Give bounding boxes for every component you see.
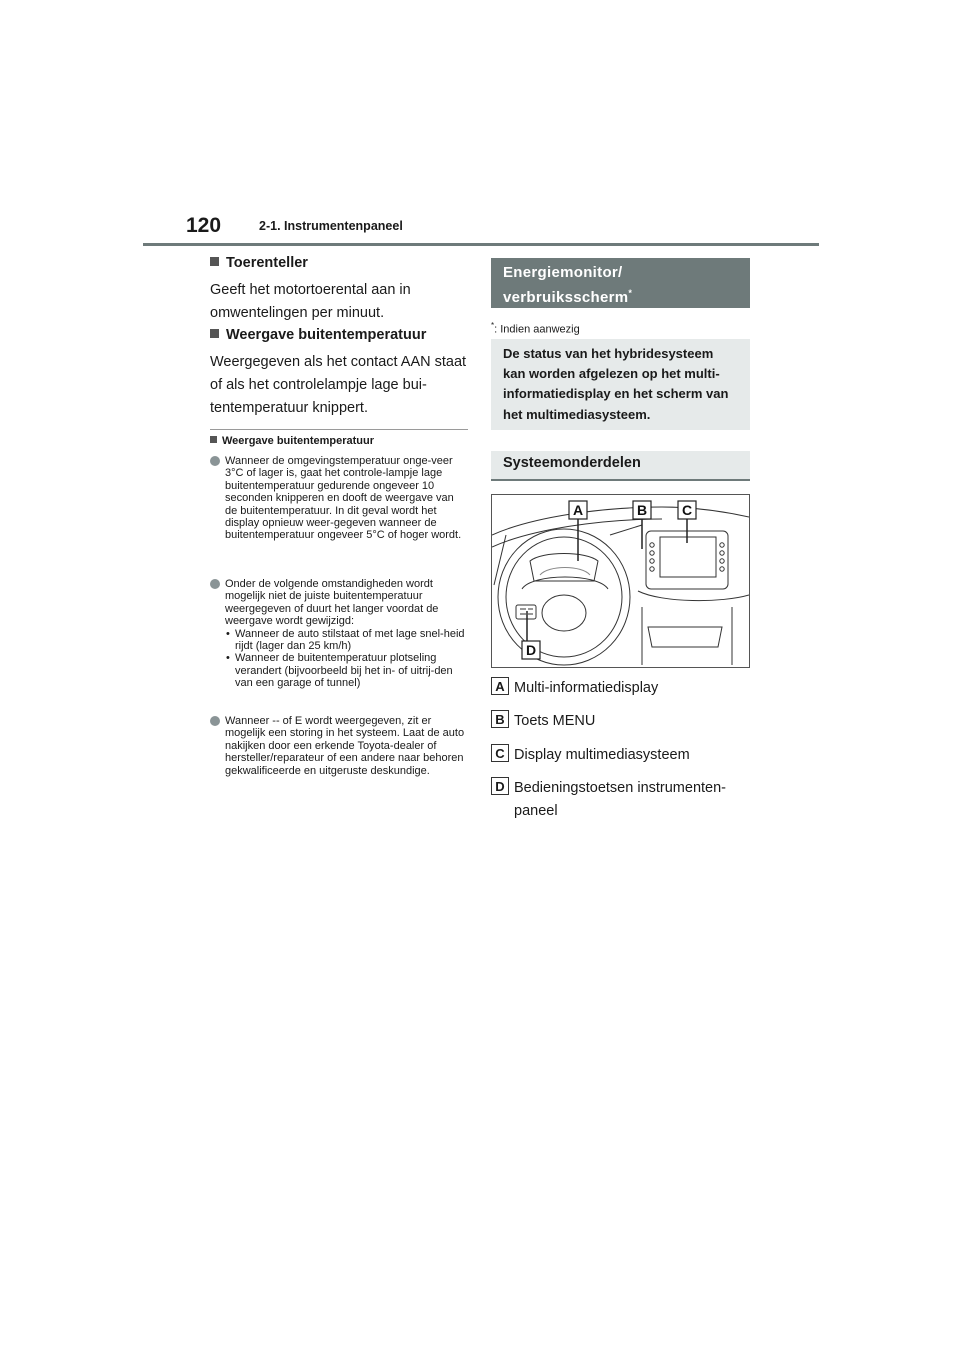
heading-line: Energiemonitor/ [503, 264, 623, 281]
legend-item-d-continued: paneel [514, 803, 558, 819]
section-heading-toerenteller [210, 255, 468, 271]
square-bullet-icon [210, 257, 219, 266]
footnote-marker: * [491, 321, 495, 330]
note-text: Wanneer -- of E wordt weergegeven, zit er mogelijk een storing in het systeem. Laat de auto nakijken door een erkende Toyota-dealer of hersteller/reparateur of een andere naar behoren gekwalificeerde en uitgeruste deskundige. [225, 715, 465, 777]
label-a: A [572, 502, 584, 518]
footnote-text: : Indien aanwezig [494, 323, 580, 336]
legend-item-a [491, 679, 658, 697]
legend-badge: C [491, 744, 509, 762]
legend-badge: D [491, 777, 509, 795]
section-heading-buitentemperatuur [210, 327, 468, 343]
legend-text: Toets MENU [514, 712, 596, 729]
header-rule [143, 243, 819, 246]
section-body-toerenteller: Geeft het motortoerental aan in omwentelingen per minuut. [210, 282, 411, 321]
circle-bullet-icon [210, 716, 220, 726]
legend-badge: B [491, 710, 509, 728]
legend-text: Bedieningstoetsen instrumenten- [514, 779, 726, 796]
legend-item-d [491, 779, 726, 797]
section-title: Toerenteller [226, 255, 308, 271]
dashboard-drawing [492, 495, 749, 667]
label-d: D [525, 642, 537, 658]
note-item-2 [210, 578, 468, 690]
note-subitem: • Wanneer de buitentemperatuur plotseling verandert (bijvoorbeeld bij het in- of uitrij-den van een garage of tunnel) [210, 652, 468, 689]
legend-text: Display multimediasysteem [514, 746, 690, 763]
label-b: B [636, 502, 648, 518]
section-body-buitentemperatuur: Weergegeven als het contact AAN staat of als het controlelampje lage bui-tentemperatuur knippert. [210, 354, 467, 416]
label-c: C [681, 502, 693, 518]
system-components-heading: Systeemonderdelen [491, 451, 750, 481]
section-title: Weergave buitentemperatuur [226, 327, 427, 343]
note-item-1 [210, 455, 468, 542]
legend-badge: A [491, 677, 509, 695]
note-text: Onder de volgende omstandigheden wordt mogelijk niet de juiste buitentemperatuur weergegeven of duurt het langer voordat de weergave wordt gewijzigd: [225, 578, 439, 628]
energy-monitor-heading [491, 258, 750, 308]
note-item-3 [210, 715, 468, 777]
legend-item-c [491, 746, 690, 764]
dashboard-illustration [491, 494, 750, 668]
note-subitem: • Wanneer de auto stilstaat of met lage snel-heid rijdt (lager dan 25 km/h) [210, 628, 468, 653]
divider [210, 429, 468, 430]
chapter-title: 2-1. Instrumentenpaneel [259, 219, 403, 233]
info-box: De status van het hybridesysteem kan worden afgelezen op het multi-informatiedisplay en het scherm van het multimediasysteem. [491, 339, 750, 430]
footnote [491, 321, 580, 336]
page-number: 120 [186, 214, 222, 237]
square-bullet-icon [210, 329, 219, 338]
legend-text: Multi-informatiedisplay [514, 679, 659, 696]
note-heading [210, 435, 468, 447]
circle-bullet-icon [210, 579, 220, 589]
circle-bullet-icon [210, 456, 220, 466]
footnote-marker: * [628, 288, 633, 298]
square-bullet-icon [210, 436, 217, 443]
note-text: Wanneer de omgevingstemperatuur onge-veer 3°C of lager is, gaat het controle-lampje lage buitentemperatuur gedurende ongeveer 10 seconden knipperen en dooft de weergave van de buitentemperatuur. In dit geval wordt het display opnieuw weer-gegeven wanneer de buitentemperatuur ongeveer 5°C of hoger wordt. [225, 455, 462, 542]
heading-line: verbruiksscherm [503, 289, 629, 306]
legend-item-b [491, 712, 595, 730]
note-title: Weergave buitentemperatuur [222, 435, 375, 447]
